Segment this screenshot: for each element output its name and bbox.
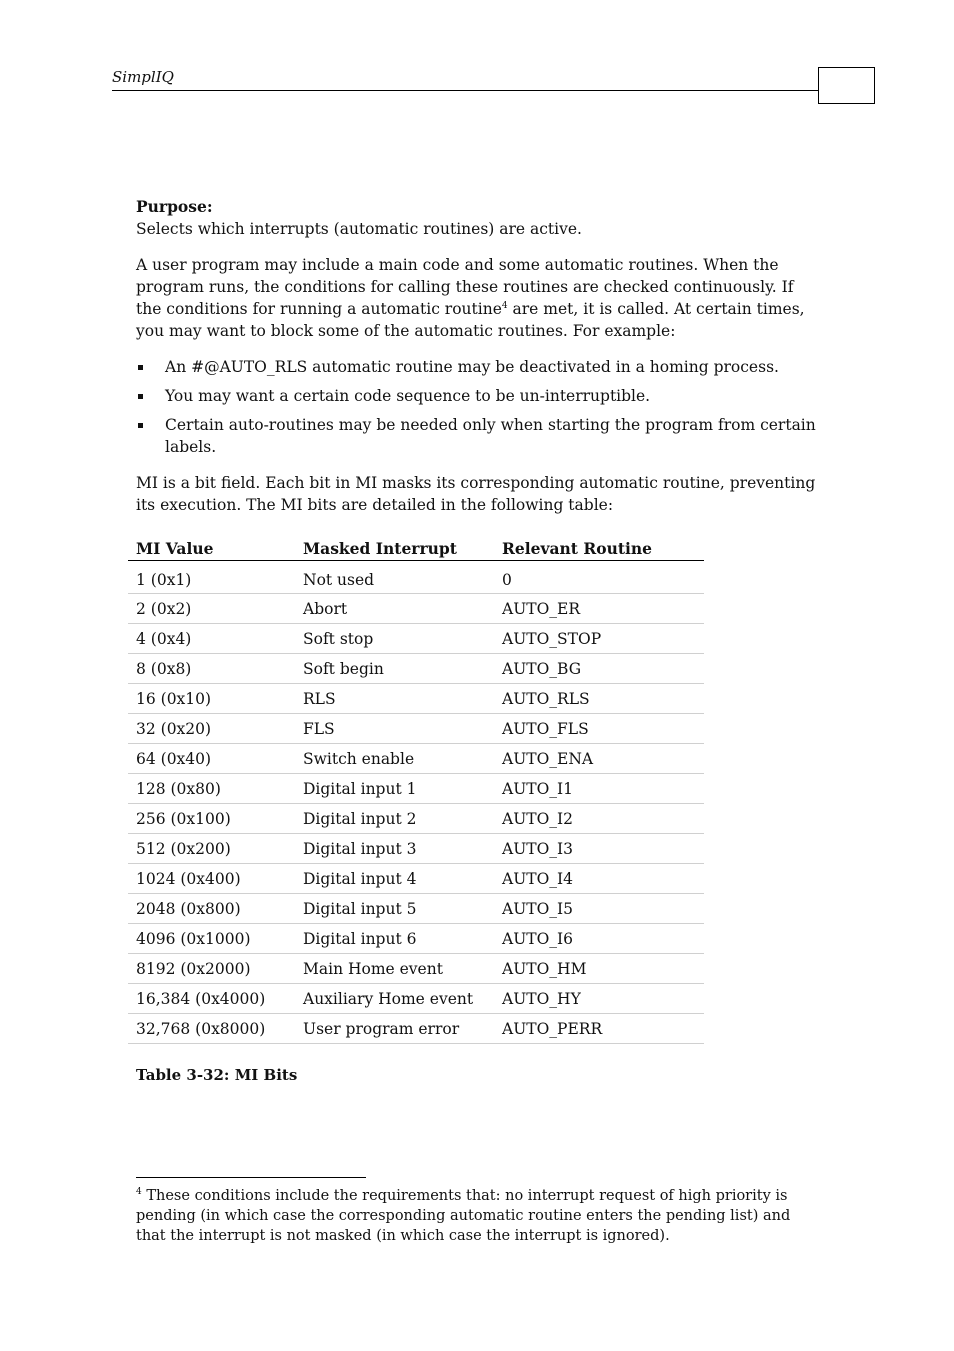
bitfield-paragraph: MI is a bit field. Each bit in MI masks its corresponding automatic routine, preventing its execution. The MI bits are detailed in the following table: — [136, 474, 816, 514]
footnote-number: 4 — [136, 1187, 142, 1198]
cell-mi-value: 4096 (0x1000) — [128, 924, 295, 954]
footnote-text: These conditions include the requirements that: no interrupt request of high priority is pending (in which case the corresponding automatic routine enters the pending list) and that the interrupt is not masked (in which case the interrupt is ignored). — [136, 1188, 791, 1244]
table-body — [128, 561, 704, 1044]
table-row — [128, 804, 704, 834]
purpose-text: Selects which interrupts (automatic routines) are active. — [136, 220, 582, 238]
cell-mi-value: 32,768 (0x8000) — [128, 1014, 295, 1044]
cell-masked-interrupt: Auxiliary Home event — [295, 984, 494, 1014]
cell-masked-interrupt: FLS — [295, 714, 494, 744]
cell-relevant-routine: AUTO_I1 — [494, 774, 704, 804]
cell-masked-interrupt: Main Home event — [295, 954, 494, 984]
table-row — [128, 774, 704, 804]
cell-mi-value: 128 (0x80) — [128, 774, 295, 804]
cell-relevant-routine: 0 — [494, 561, 704, 594]
cell-relevant-routine: AUTO_BG — [494, 654, 704, 684]
table-row — [128, 984, 704, 1014]
cell-mi-value: 512 (0x200) — [128, 834, 295, 864]
column-header-relevant-routine: Relevant Routine — [494, 530, 704, 561]
cell-relevant-routine: AUTO_I6 — [494, 924, 704, 954]
table-row — [128, 864, 704, 894]
purpose-heading: Purpose: — [136, 197, 213, 216]
cell-relevant-routine: AUTO_I4 — [494, 864, 704, 894]
table-row — [128, 654, 704, 684]
cell-mi-value: 1 (0x1) — [128, 561, 295, 594]
cell-mi-value: 16,384 (0x4000) — [128, 984, 295, 1014]
cell-masked-interrupt: Digital input 1 — [295, 774, 494, 804]
cell-relevant-routine: AUTO_HM — [494, 954, 704, 984]
cell-masked-interrupt: Abort — [295, 594, 494, 624]
intro-text-end: are met, it is called. At certain times, you may want to block some of the automatic routines. For example: — [136, 300, 805, 340]
running-header-title: SimplIQ — [112, 68, 174, 86]
cell-mi-value: 8192 (0x2000) — [128, 954, 295, 984]
footnote-rule — [136, 1177, 366, 1178]
cell-relevant-routine: AUTO_ER — [494, 594, 704, 624]
table-header-row — [128, 530, 704, 561]
cell-relevant-routine: AUTO_PERR — [494, 1014, 704, 1044]
table-row — [128, 834, 704, 864]
cell-mi-value: 256 (0x100) — [128, 804, 295, 834]
cell-relevant-routine: AUTO_I5 — [494, 894, 704, 924]
cell-mi-value: 32 (0x20) — [128, 714, 295, 744]
cell-masked-interrupt: Digital input 3 — [295, 834, 494, 864]
table-caption: Table 3-32: MI Bits — [136, 1066, 298, 1084]
cell-masked-interrupt: RLS — [295, 684, 494, 714]
page-number-box — [818, 67, 875, 104]
column-header-masked-interrupt: Masked Interrupt — [295, 530, 494, 561]
cell-masked-interrupt: Soft begin — [295, 654, 494, 684]
cell-relevant-routine: AUTO_I3 — [494, 834, 704, 864]
example-list — [136, 356, 816, 458]
list-item: Certain auto-routines may be needed only when starting the program from certain labels. — [136, 414, 816, 458]
page-content — [136, 196, 816, 1086]
cell-mi-value: 4 (0x4) — [128, 624, 295, 654]
cell-masked-interrupt: Digital input 6 — [295, 924, 494, 954]
table-row — [128, 684, 704, 714]
table-row — [128, 624, 704, 654]
table-row — [128, 1014, 704, 1044]
cell-mi-value: 64 (0x40) — [128, 744, 295, 774]
cell-relevant-routine: AUTO_RLS — [494, 684, 704, 714]
cell-masked-interrupt: Digital input 2 — [295, 804, 494, 834]
cell-masked-interrupt: Digital input 5 — [295, 894, 494, 924]
cell-masked-interrupt: Soft stop — [295, 624, 494, 654]
table-row — [128, 714, 704, 744]
cell-masked-interrupt: Switch enable — [295, 744, 494, 774]
cell-mi-value: 8 (0x8) — [128, 654, 295, 684]
mi-bits-table — [128, 530, 704, 1044]
cell-relevant-routine: AUTO_I2 — [494, 804, 704, 834]
table-row — [128, 594, 704, 624]
table-row — [128, 894, 704, 924]
cell-relevant-routine: AUTO_HY — [494, 984, 704, 1014]
cell-masked-interrupt: Digital input 4 — [295, 864, 494, 894]
intro-paragraph — [136, 254, 816, 342]
header-rule — [112, 90, 818, 91]
cell-relevant-routine: AUTO_ENA — [494, 744, 704, 774]
intro-text-start: A user program may include a main code and some automatic routines. When the program runs, the conditions for calling these routines are checked continuously. If the conditions for running a automatic routine — [136, 256, 794, 318]
cell-mi-value: 2 (0x2) — [128, 594, 295, 624]
cell-masked-interrupt: User program error — [295, 1014, 494, 1044]
footnote-reference[interactable]: 4 — [501, 300, 508, 311]
table-row — [128, 954, 704, 984]
cell-relevant-routine: AUTO_STOP — [494, 624, 704, 654]
cell-mi-value: 1024 (0x400) — [128, 864, 295, 894]
cell-relevant-routine: AUTO_FLS — [494, 714, 704, 744]
table-row — [128, 561, 704, 594]
cell-masked-interrupt: Not used — [295, 561, 494, 594]
list-item: You may want a certain code sequence to be un-interruptible. — [136, 385, 816, 407]
table-row — [128, 924, 704, 954]
list-item: An #@AUTO_RLS automatic routine may be deactivated in a homing process. — [136, 356, 816, 378]
column-header-mi-value: MI Value — [128, 530, 295, 561]
cell-mi-value: 16 (0x10) — [128, 684, 295, 714]
footnote — [136, 1186, 816, 1246]
cell-mi-value: 2048 (0x800) — [128, 894, 295, 924]
table-row — [128, 744, 704, 774]
